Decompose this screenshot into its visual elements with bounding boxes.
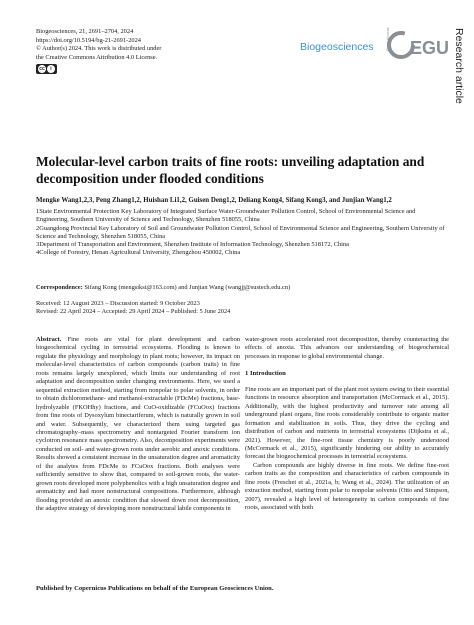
article-type-tab [452,28,468,138]
affiliation-1: 1State Environmental Protection Key Laboratory of Integrated Surface Water-Groundwater Pollution Control, School of Environmental Science and Engineering, Southern University of Science and Technology, Shenzhen 518055, China [36,208,416,224]
correspondence [36,284,446,292]
correspondence-text[interactable]: Sifang Kong (mengsikst@163.com) and Junjian Wang (wangjj@sustech.edu.cn) [84,284,291,291]
article-type: Research article [453,28,465,104]
paper-title: Molecular-level carbon traits of fine roots: unveiling adaptation and decomposition under flooded conditions [36,154,425,186]
license-text: the Creative Commons Attribution 4.0 License. [36,53,158,61]
abstract [36,336,240,514]
affiliations [36,208,446,258]
abstract-label: Abstract. [36,336,62,343]
affiliation-2: 2Guangdong Provincial Key Laboratory of Soil and Groundwater Pollution Control, School of Environmental Science and Engineering, Southern University of Science and Technology, Shenzhen 518055, China [36,224,445,240]
citation-block [36,28,266,74]
intro-paragraph-1: Fine roots are an important part of the plant root system owing to their essential functions in resource absorption and transportation (McCormack et al., 2015). Additionally, with the highest productivity and turnover rate among all underground plant organs, fine roots considerably contribute to organic matter formation and stabilization in soils. Thus, they drive the cycling and distribution of carbon and nutrients in terrestrial ecosystems (Dijkstra et al., 2021). However, the fine-root tissue chemistry is poorly understood (McCormack et al., 2015), significantly hindering our ability to accurately forecast the biogeochemical processes in terrestrial ecosystems. [245,385,449,461]
logo-sub: Open Access [385,27,390,51]
egu-logo-icon [381,25,450,65]
journal-name[interactable]: Biogeosciences [300,41,374,53]
citation: Biogeosciences, 21, 2691–2704, 2024 [36,28,134,35]
abstract-column [36,336,240,514]
intro-paragraph-2: Carbon compounds are highly diverse in fine roots. We define fine-root carbon traits as the composition and characteristics of carbon compounds in fine roots (Freschet et al., 2021a, b; Wang et al., 2024). The utilization of an extraction method, starting from polar to nonpolar solvents (Otto and Simpson, 2007), revealed a high level of heterogeneity in carbon compounds of fine roots, associated with both [245,461,449,512]
right-column [245,336,449,513]
affiliation-4: 4College of Forestry, Henan Agricultural University, Zhengzhou 450002, China [36,249,241,257]
abstract-continued: water-grown roots accelerated root decomposition, thereby counteracting the effects of anoxia. This advances our understanding of biogeochemical processes in response to global environmental change. [245,336,449,360]
correspondence-label: Correspondence: [36,284,83,291]
copyright: © Author(s) 2024. This work is distributed under [36,45,162,53]
affiliation-3: 3Department of Transportation and Environment, Shenzhen Institute of Information Technology, Shenzhen 518172, China [36,241,349,249]
dates-line-1: Received: 12 August 2023 – Discussion started: 9 October 2023 [36,300,200,307]
publication-dates [36,300,446,317]
abstract-text: Fine roots are vital for plant development and carbon biogeochemical cycling in terrestrial ecosystems. Flooding is known to regulate the physiology and morphology in plant roots; however, its impact on molecular-level characteristics of carbon compounds (carbon traits) in fine roots remains largely unexplored, which limits our understanding of root adaptation and decomposition under changing environments. Here, we used a sequential extraction method, starting from nonpolar to polar solvents, in order to obtain dichloromethane- and methanol-extractable (FDcMe) fractions, base-hydrolyzable (FKOHhy) fractions, and CuO-oxidizable (FCuOox) fractions from fine roots of Dysoxylum binectariferum, which is naturally grown in soil and water. Subsequently, we characterized them using targeted gas chromatography–mass spectrometry and nontargeted Fourier transform ion cyclotron resonance mass spectrometry. Also, decomposition experiments were conducted on soil- and water-grown roots under aerobic and anoxic conditions. Results showed a consistent increase in the unsaturation degree and aromaticity of the analytes from FDcMe to FCuOox fractions. Both analyses were sufficiently sensitive to show that, compared to soil-grown roots, the water-grown roots developed more polyphenolics with a high unsaturation degree and aromaticity and had more nonstructural compositions. Furthermore, although flooding provided an anoxic condition that slowed down root decomposition, the adaptive strategy of developing more nonstructural labile components in [36,336,240,513]
doi-link[interactable]: https://doi.org/10.5194/bg-21-2691-2024 [36,36,141,44]
section-heading-introduction: 1 Introduction [245,370,286,378]
author-list: Mengke Wang1,2,3, Peng Zhang1,2, Huishan Li1,2, Guisen Deng1,2, Deliang Kong4, Sifang Kong3, and Junjian Wang1,2 [36,197,392,204]
logo-text: EGU [410,38,450,58]
cc-by-license-icon[interactable]: cc i [36,64,57,74]
dates-line-2: Revised: 22 April 2024 – Accepted: 29 April 2024 – Published: 5 June 2024 [36,308,231,316]
publisher-footer: Published by Copernicus Publications on behalf of the European Geosciences Union. [36,585,274,592]
